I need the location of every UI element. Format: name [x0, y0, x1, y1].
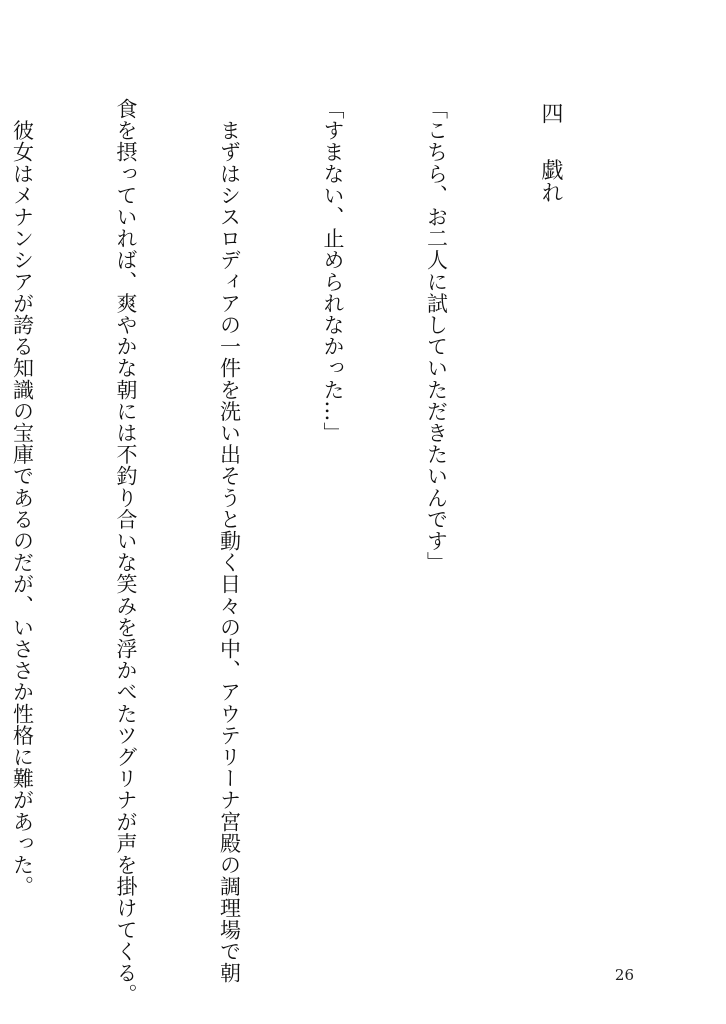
chapter-title: 戯れ	[538, 158, 563, 204]
text-line: 彼女はメナンシアが誇る知識の宝庫であるのだが、いささか性格に難があった。	[10, 98, 35, 898]
chapter-heading	[533, 98, 568, 940]
text-line: 食を摂っていれば、爽やかな朝には不釣り合いな笑みを浮かべたツグリナが声を掛けてくる。	[114, 98, 138, 1006]
text-line: 「こちら、お二人に試していただきたいんです」	[424, 98, 449, 574]
text-line: まずはシスロディアの一件を洗い出そうと動く日々の中、アウテリーナ宮殿の調理場で朝	[217, 98, 242, 984]
text-line: 「すまない、止められなかった…」	[321, 98, 345, 444]
chapter-number: 四	[538, 102, 563, 125]
page-number: 26	[614, 966, 634, 984]
